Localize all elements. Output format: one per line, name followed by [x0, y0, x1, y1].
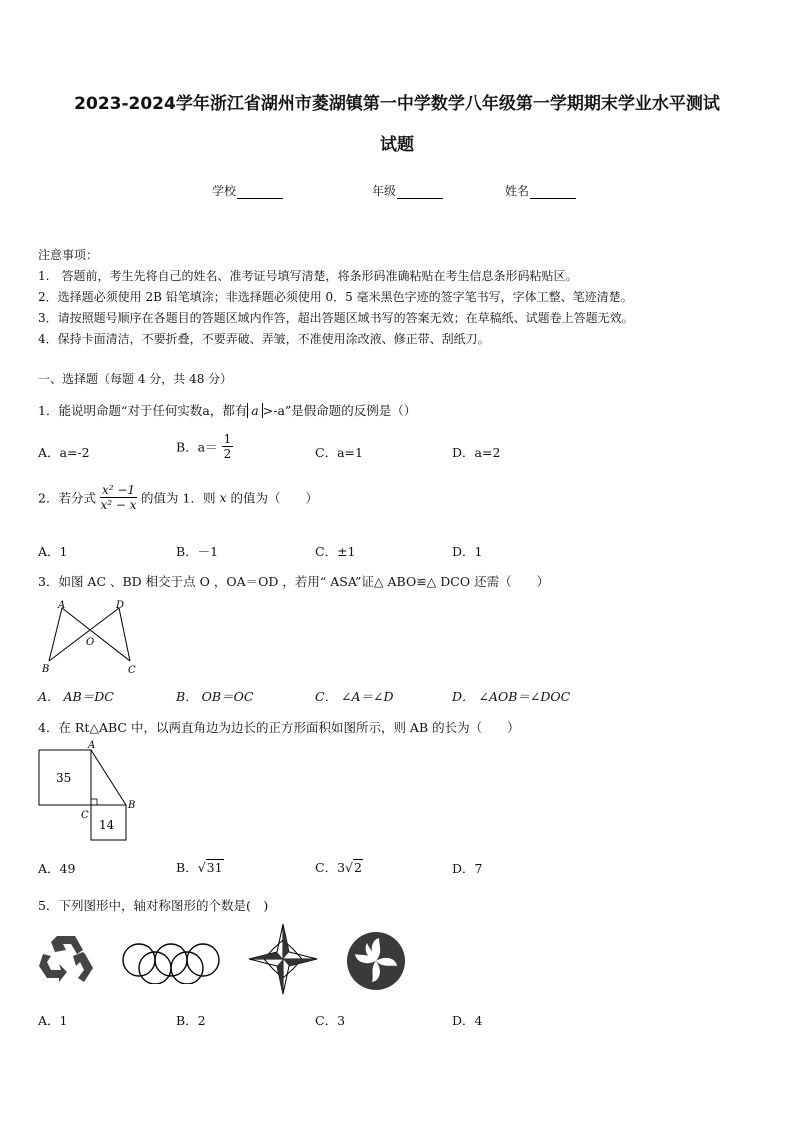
q2-option-a[interactable]: A．1 — [38, 544, 68, 559]
school-field[interactable]: 学校 — [212, 182, 283, 199]
absolute-value: a — [247, 403, 262, 418]
q3-figure — [38, 598, 143, 680]
question-3: 3．如图 AC 、BD 相交于点 O ，OA＝OD ，若用“ ASA”证△ ABO≌△ DCO 还需（ ） — [38, 574, 550, 589]
q2-option-b[interactable]: B．－1 — [176, 544, 219, 559]
q4-option-c[interactable]: C．3√2 — [315, 860, 362, 875]
notes-heading: 注意事项： — [38, 248, 99, 262]
q3-option-c[interactable]: C． ∠A＝∠D — [315, 689, 394, 704]
q1-option-c[interactable]: C．a=1 — [315, 445, 363, 460]
q1-option-a[interactable]: A．a=-2 — [38, 445, 90, 460]
q5-option-a[interactable]: A．1 — [38, 1013, 68, 1028]
section-heading: 一、选择题（每题 4 分，共 48 分） — [38, 372, 233, 386]
q5-option-c[interactable]: C．3 — [315, 1013, 346, 1028]
q4-option-b[interactable]: B．√31 — [176, 860, 223, 875]
label-o: O — [86, 637, 95, 648]
fraction: $\frac{\text{x² −1}}{\text{x² − x}}$ — [100, 483, 137, 512]
q3-option-b[interactable]: B． OB＝OC — [176, 689, 254, 704]
label-a: A — [58, 600, 66, 611]
label-c: C — [128, 665, 136, 676]
bauhinia-emblem-icon — [345, 930, 407, 992]
label-c: C — [81, 810, 89, 821]
q2-option-d[interactable]: D．1 — [452, 544, 483, 559]
label-b: B — [128, 800, 136, 811]
question-4: 4．在 Rt△ABC 中，以两直角边为边长的正方形面积如图所示，则 AB 的长为（ ） — [38, 720, 520, 735]
label-b: B — [42, 664, 50, 675]
name-field[interactable]: 姓名 — [505, 182, 576, 199]
compass-star-icon — [247, 922, 319, 996]
q4-figure — [36, 738, 146, 848]
square-area-large: 35 — [56, 771, 72, 785]
note-item: 4．保持卡面清洁，不要折叠，不要弄破、弄皱，不准使用涂改液、修正带、刮纸刀。 — [38, 332, 490, 346]
note-item: 2．选择题必须使用 2B 铅笔填涂；非选择题必须使用 0．5 毫米黑色字迹的签字笔书写，字体工整、笔迹清楚。 — [38, 290, 633, 304]
grade-field[interactable]: 年级 — [372, 182, 443, 199]
document-title: 2023-2024学年浙江省湖州市菱湖镇第一中学数学八年级第一学期期末学业水平测试 — [74, 94, 720, 114]
question-1: 1．能说明命题“对于任何实数a，都有 a >-a”是假命题的反例是（） — [38, 403, 417, 418]
q5-option-d[interactable]: D．4 — [452, 1013, 483, 1028]
q3-option-d[interactable]: D． ∠AOB＝∠DOC — [452, 689, 571, 704]
question-5: 5．下列图形中，轴对称图形的个数是( ) — [38, 898, 269, 913]
q3-option-a[interactable]: A． AB＝DC — [38, 689, 114, 704]
q1-option-d[interactable]: D．a=2 — [452, 445, 501, 460]
label-d: D — [116, 600, 125, 611]
q4-option-d[interactable]: D．7 — [452, 861, 483, 876]
olympic-rings-icon — [120, 938, 232, 984]
q4-option-a[interactable]: A．49 — [38, 861, 76, 876]
label-a: A — [88, 740, 96, 751]
document-title-line2: 试题 — [380, 135, 414, 155]
q5-option-b[interactable]: B．2 — [176, 1013, 206, 1028]
square-area-small: 14 — [99, 818, 115, 832]
note-item: 3．请按照题号顺序在各题目的答题区域内作答，超出答题区域书写的答案无效；在草稿纸、试题卷上答题无效。 — [38, 311, 634, 325]
q1-option-b[interactable]: B．a＝ $\frac{1}{2}$ — [176, 432, 232, 461]
q2-option-c[interactable]: C．±1 — [315, 544, 356, 559]
recycle-icon — [37, 932, 95, 987]
question-2: 2．若分式 $\frac{\text{x² −1}}{\text{x² − x}}$ 的值为 1．则 x 的值为（ ） — [38, 483, 318, 512]
note-item: 1. 答题前，考生先将自己的姓名、准考证号填写清楚，将条形码准确粘贴在考生信息条形码粘贴区。 — [38, 269, 578, 283]
